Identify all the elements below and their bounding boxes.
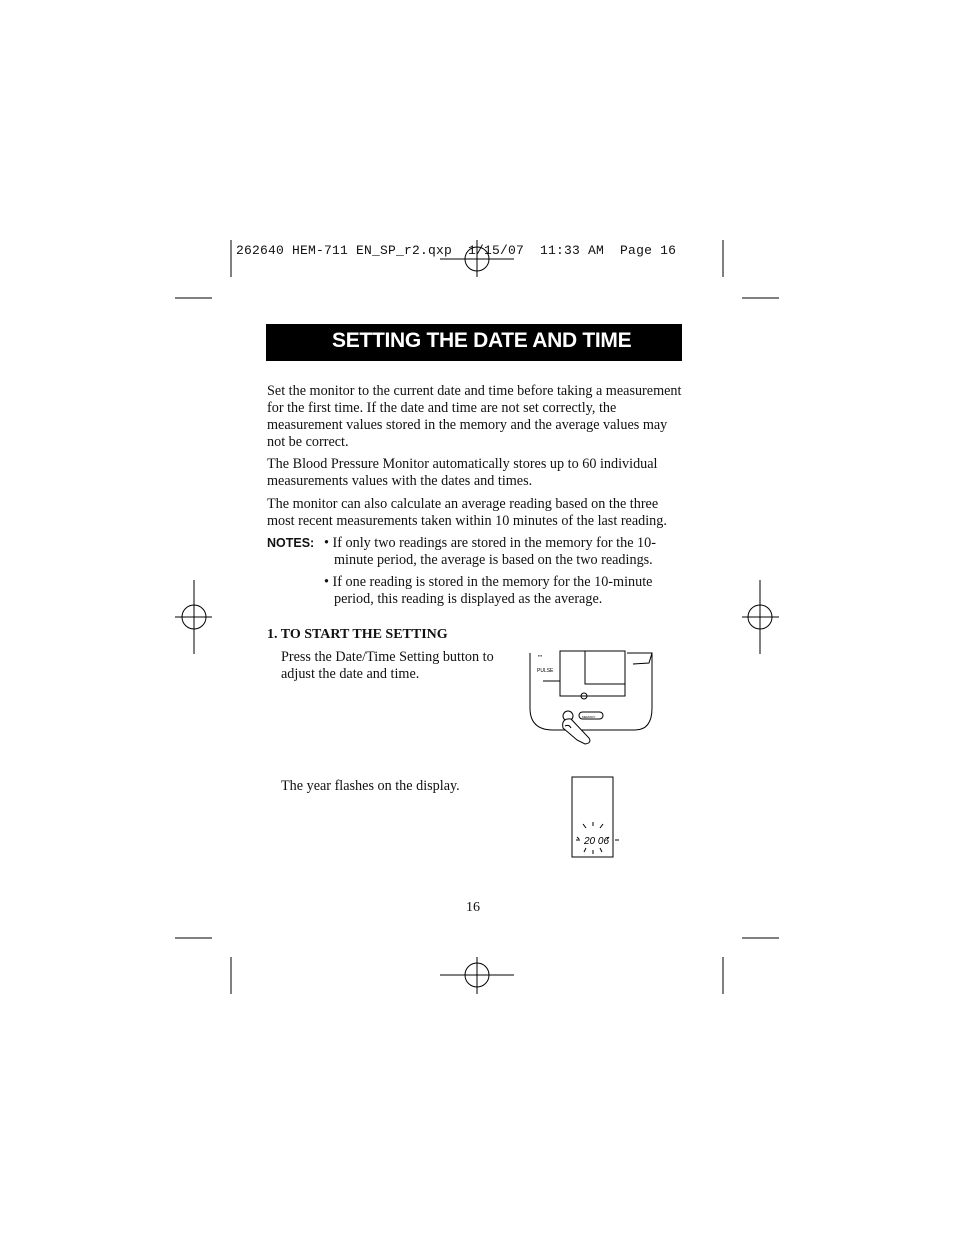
storage-paragraph: The Blood Pressure Monitor automatically stores up to 60 individual measurements values with the dates and times. (267, 456, 658, 489)
step-result-text: The year flashes on the display. (281, 778, 460, 794)
page-number: 16 (466, 900, 480, 915)
note-item: • If only two readings are stored in the memory for the 10-minute period, the average is based on the two readings. (324, 535, 656, 568)
page-title: SETTING THE DATE AND TIME (332, 329, 632, 352)
step-heading: 1. TO START THE SETTING (267, 627, 448, 642)
page-title-bar (266, 324, 682, 361)
average-paragraph: The monitor can also calculate an average reading based on the three most recent measurements taken within 10 minutes of the last reading. (267, 496, 667, 529)
step-instruction: Press the Date/Time Setting button to adjust the date and time. (281, 649, 494, 682)
memory-button-label: MEMORY (582, 715, 596, 719)
display-year: 20 06 (584, 836, 610, 847)
display-year-illustration (565, 774, 630, 864)
print-slug-line: 262640 HEM-711 EN_SP_r2.qxp 1/15/07 11:33 AM Page 16 (236, 243, 677, 258)
notes-label: NOTES: (267, 536, 315, 550)
monitor-button-illustration (525, 648, 665, 748)
note-item: • If one reading is stored in the memory for the 10-minute period, this reading is displayed as the average. (324, 574, 653, 607)
intro-paragraph: Set the monitor to the current date and time before taking a measurement for the first time. If the date and time are not set correctly, the measurement values stored in the memory and the average values may not be correct. (267, 383, 682, 450)
svg-text:▪▪▪: ▪▪▪ (538, 653, 543, 658)
pulse-label: PULSE (537, 668, 554, 674)
